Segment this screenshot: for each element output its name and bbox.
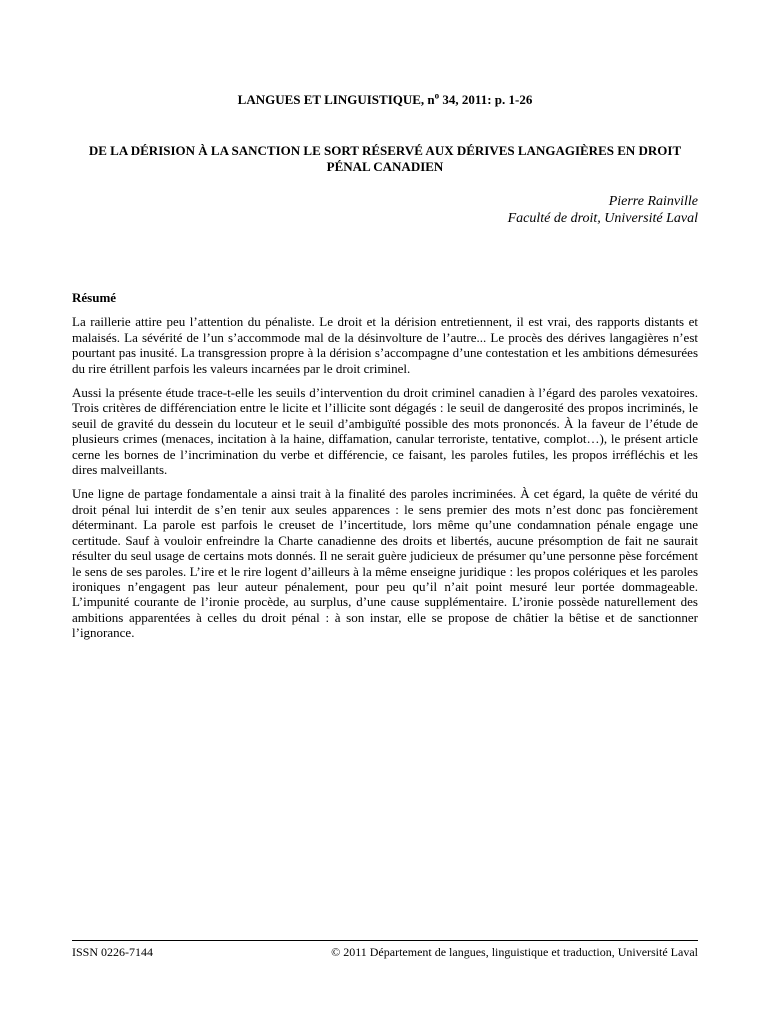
footer-issn: ISSN 0226-7144 [72,945,154,959]
abstract-paragraph: Aussi la présente étude trace-t-elle les seuils d’intervention du droit criminel canadien à l’égard des paroles vexatoires. Trois critères de différenciation entre le licite et l’illicite sont dégagés : le seuil de dangerosité des propos incriminés, le seuil de gravité du dessein du locuteur et le seuil d’ambiguïté possible des mots prononcés. À la faveur de l’étude de plusieurs crimes (menaces, incitation à la haine, diffamation, canular terroriste, tentative, complot…), le présent article cerne les bornes de l’incrimination du verbe et différencie, ce faisant, les paroles futiles, les propos irréfléchis et les dires malveillants. [72,385,698,478]
journal-name: LANGUES ET LINGUISTIQUE, n [237,92,435,107]
article-title: DE LA DÉRISION À LA SANCTION LE SORT RÉSERVÉ AUX DÉRIVES LANGAGIÈRES EN DROIT PÉNAL CANADIEN [88,143,682,174]
abstract-paragraph: Une ligne de partage fondamentale a ainsi trait à la finalité des paroles incriminées. À cet égard, la quête de vérité du droit pénal lui interdit de s’en tenir aux seules apparences : le sens premier des mots n’est donc pas foncièrement déterminant. La parole est parfois le creuset de l’incertitude, lors même qu’une condamnation pénale engage une certitude. Sauf à vouloir enfreindre la Charte canadienne des droits et libertés, aucune présomption de fait ne saurait résulter du seul usage de certains mots donnés. Il ne serait guère judicieux de présumer qu’une personne pèse forcément le sens de ses paroles. L’ire et le rire logent d’ailleurs à la même enseigne juridique : les propos colériques et les paroles ironiques n’engagent pas leur auteur pénalement, pour peu qu’il n’ait point mesuré leur portée dommageable. L’impunité courante de l’ironie procède, au surplus, d’une cause supplémentaire. L’ironie possède naturellement des ambitions apparentées à celles du droit pénal : à son instar, elle se propose de châtier la bêtise et de sanctionner l’ignorance. [72,486,698,641]
abstract-paragraph: La raillerie attire peu l’attention du pénaliste. Le droit et la dérision entretiennent, il est vrai, des rapports distants et malaisés. La sévérité de l’un s’accommode mal de la désinvolture de l’autre... Le procès des dérives langagières n’est pourtant pas inusité. La transgression propre à la dérision s’accompagne d’une contestation et les ambitions démesurées du rire étrillent parfois les valeurs incarnées par le droit criminel. [72,314,698,376]
issue-number-superscript: o [434,90,440,101]
abstract-heading: Résumé [72,290,117,305]
footer-copyright: © 2011 Département de langues, linguistique et traduction, Université Laval [331,945,698,959]
journal-header [0,92,770,108]
footer-divider [72,940,698,941]
page-footer [72,945,698,960]
journal-issue-pages: 34, 2011: p. 1-26 [439,92,533,107]
author-name: Pierre Rainville [608,194,698,209]
author-affiliation: Faculté de droit, Université Laval [507,211,698,226]
abstract-section [72,290,698,650]
author-block [508,193,698,227]
